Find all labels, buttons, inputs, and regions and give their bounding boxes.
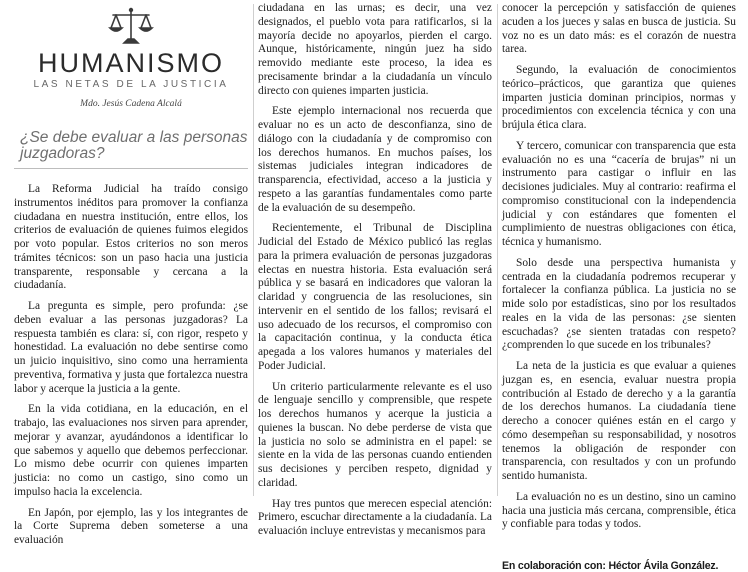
paragraph: La pregunta es simple, pero profunda: ¿se deben evaluar a las personas juzgadoras? La respuesta también es clara: sí, con rigor, respeto y honestidad. La evaluación no debe sentirse como un juicio inquisitivo, sino como una herramienta preventiva, formativa y justa que fortalezca nuestra labor y acerque la justicia a la gente. — [14, 300, 248, 395]
paragraph: Recientemente, el Tribunal de Disciplina Judicial del Estado de México publicó las reglas para la primera evaluación de personas juzgadoras electas en nuestra historia. Esta evaluación será pública y se basará en indicadores que valoran la claridad y congruencia de las resoluciones, sin intervenir en el sentido de los fallos; revisará el uso adecuado de los recursos, el compromiso con la capacitación continua, y la conducta ética apegada a los valores humanos y materiales del Poder Judicial. — [258, 222, 492, 372]
scales-of-justice-icon — [108, 6, 154, 46]
paragraph: Segundo, la evaluación de conocimientos teórico–prácticos, que garantiza que quienes imparten justicia dominan principios, normas y procedimientos con excelencia técnica y con una brújula ética clara. — [502, 64, 736, 131]
collaboration-credit: En colaboración con: Héctor Ávila González. — [502, 560, 719, 572]
paragraph: La neta de la justicia es que evaluar a quienes juzgan es, en esencia, evaluar nuestra propia contribución al Estado de derecho y a la garantía de los derechos humanos. La ciudadanía tiene derecho a conocer quiénes están en el cargo y cómo desempeñan su responsabilidad, y nosotros tenemos la obligación de responder con transparencia, con resultados y con un profundo sentido humanista. — [502, 360, 736, 482]
column-divider-2 — [497, 4, 498, 496]
paragraph: conocer la percepción y satisfacción de quienes acuden a los jueces y salas en busca de justicia. Su voz no es un dato más: es el corazón de nuestra tarea. — [502, 2, 736, 56]
paragraph: La Reforma Judicial ha traído consigo instrumentos inéditos para promover la confianza ciudadana en nuestra institución, entre ellos, los criterios de evaluación de quienes fuimos elegidos por voto popular. Estos criterios no son meros trámites técnicos: son un paso hacia una justicia transparente, responsable y cercana a la ciudadanía. — [14, 183, 248, 292]
masthead-title: HUMANISMO — [38, 48, 224, 78]
paragraph: Hay tres puntos que merecen especial atención: Primero, escuchar directamente a la ciudadanía. La evaluación incluye entrevistas y mecanismos para — [258, 497, 492, 537]
article-column-3 — [502, 0, 736, 572]
paragraph: ciudadana en las urnas; es decir, una vez designados, el pueblo vota para ratificarlos, si la mayoría decide no apoyarlos, pierden el cargo. Aunque, históricamente, ningún juez ha sido removido mediante este proceso, la idea es precisamente brindar a la ciudadanía un vínculo directo con quienes imparten justicia. — [258, 2, 492, 97]
paragraph: En Japón, por ejemplo, las y los integrantes de la Corte Suprema deben someterse a una evaluación — [14, 506, 248, 546]
article-column-1 — [14, 0, 248, 546]
column-divider-1 — [253, 4, 254, 496]
paragraph: La evaluación no es un destino, sino un camino hacia una justicia más cercana, comprensible, ética y confiable para todas y todos. — [502, 490, 736, 531]
masthead — [14, 0, 248, 126]
paragraph: Este ejemplo internacional nos recuerda que evaluar no es un acto de desconfianza, sino de diálogo con la ciudadanía y de compromiso con los derechos humanos. En muchos países, los sistemas judiciales integran indicadores de transparencia, efectividad, acceso a la justicia y respeto a las garantías fundamentales como parte de la evaluación de su desempeño. — [258, 105, 492, 214]
paragraph: En la vida cotidiana, en la educación, en el trabajo, las evaluaciones nos sirven para aprender, mejorar y avanzar, ayudándonos a identificar lo que sabemos y aquello que debemos perfeccionar. Lo mismo debe ocurrir con quienes imparten justicia: no como un castigo, sino como un impulso hacia la excelencia. — [14, 403, 248, 498]
masthead-author: Mdo. Jesús Cadena Alcalá — [80, 99, 182, 109]
article-question-heading: ¿Se debe evaluar a las personas juzgadoras? — [20, 129, 248, 162]
paragraph: Un criterio particularmente relevante es el uso de lenguaje sencillo y comprensible, que respete los derechos humanos y acerque la justicia a quienes la buscan. No debe perderse de vista que la justicia no solo se administra en el papel: se siente en la vida de las personas cuando entienden sus decisiones y perciben respeto, dignidad y claridad. — [258, 380, 492, 489]
masthead-subtitle: LAS NETAS DE LA JUSTICIA — [33, 79, 229, 90]
paragraph: Solo desde una perspectiva humanista y centrada en la ciudadanía podremos recuperar y fortalecer la confianza pública. La justicia no se mide solo por estadísticas, sino por los resultados reales en la vida de las personas: ¿se sienten escuchadas? ¿se sienten tratadas con respeto? ¿comprenden lo que sucede en los tribunales? — [502, 256, 736, 352]
article-column-2 — [258, 0, 492, 537]
paragraph: Y tercero, comunicar con transparencia que esta evaluación no es una “cacería de brujas” ni un instrumento para castigar o influir en las decisiones judiciales. Muy al contrario: reafirma el compromiso constitucional con la independencia judicial y con estándares que fomenten el cumplimiento de nuestras obligaciones con ética, técnica y humanismo. — [502, 139, 736, 248]
